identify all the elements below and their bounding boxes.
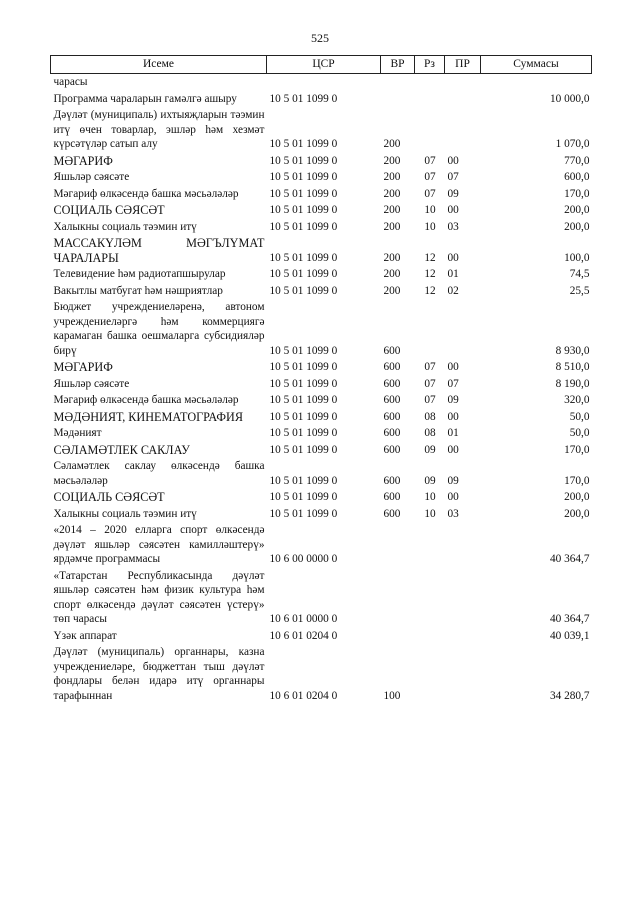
cell-csr xyxy=(267,74,381,91)
cell-vr: 200 xyxy=(383,284,401,297)
table-row xyxy=(51,283,592,300)
cell-rz: 07 xyxy=(424,187,436,200)
table-row xyxy=(51,392,592,409)
cell-pr xyxy=(445,74,481,91)
cell-sum: 770,0 xyxy=(564,154,590,167)
table-row xyxy=(51,169,592,186)
cell-csr: 10 5 01 1099 0 xyxy=(269,427,338,439)
cell-pr: 03 xyxy=(447,507,459,520)
cell-vr: 600 xyxy=(383,427,401,439)
cell-rz xyxy=(415,522,445,568)
cell-rz: 12 xyxy=(424,268,436,280)
cell-csr: 10 5 01 1099 0 xyxy=(269,394,338,406)
cell-rz xyxy=(415,628,445,645)
cell-vr xyxy=(381,628,415,645)
cell-vr: 600 xyxy=(383,443,401,456)
cell-pr: 07 xyxy=(447,171,459,183)
cell-vr xyxy=(381,522,415,568)
cell-pr: 00 xyxy=(447,204,459,216)
cell-rz: 09 xyxy=(424,443,436,456)
cell-rz: 08 xyxy=(424,410,436,423)
header-rz: Рз xyxy=(415,56,445,74)
cell-sum: 40 039,1 xyxy=(549,629,590,642)
cell-rz: 08 xyxy=(424,427,436,439)
table-row xyxy=(51,409,592,426)
cell-name: Сәламәтлек саклау өлкәсендә башка мәсьәләләр xyxy=(53,460,265,487)
cell-name: «Татарстан Республикасында дәүләт яшьләр сәясәтен һәм физик культура һәм спорт өлкәсендә дәүләт сәясәтен үстерү» төп чарасы xyxy=(53,569,265,625)
cell-pr: 09 xyxy=(447,187,459,200)
cell-csr: 10 5 01 1099 0 xyxy=(269,507,338,520)
cell-rz xyxy=(415,299,445,359)
header-pr: ПР xyxy=(445,56,481,74)
cell-vr: 200 xyxy=(383,187,401,200)
cell-sum: 34 280,7 xyxy=(549,689,590,702)
cell-sum: 8 190,0 xyxy=(555,377,590,390)
cell-sum: 600,0 xyxy=(564,171,590,183)
cell-rz: 07 xyxy=(424,377,436,390)
cell-name: МӘГАРИФ xyxy=(53,153,113,168)
table-row xyxy=(51,359,592,376)
cell-csr: 10 5 01 1099 0 xyxy=(269,361,338,373)
cell-csr: 10 5 01 1099 0 xyxy=(269,138,338,150)
cell-csr: 10 5 01 1099 0 xyxy=(269,92,338,105)
cell-name: Мәгариф өлкәсендә башка мәсьәләләр xyxy=(53,394,239,406)
cell-name: СОЦИАЛЬ СӘЯСӘТ xyxy=(53,203,165,217)
cell-name: Программа чараларын гамәлгә ашыру xyxy=(53,92,237,105)
cell-vr: 100 xyxy=(383,689,401,702)
table-row xyxy=(51,235,592,266)
cell-sum: 320,0 xyxy=(564,394,590,406)
cell-pr xyxy=(445,628,481,645)
cell-sum: 50,0 xyxy=(569,427,590,439)
cell-csr: 10 6 01 0204 0 xyxy=(269,629,338,642)
cell-sum: 40 364,7 xyxy=(549,553,590,565)
cell-rz: 10 xyxy=(424,204,436,216)
cell-vr: 200 xyxy=(383,154,401,167)
cell-name: Үзәк аппарат xyxy=(53,629,117,642)
cell-csr: 10 5 01 1099 0 xyxy=(269,410,338,423)
cell-name: МАССАКҮЛӘМ МӘГЪЛҮМАТ ЧАРАЛАРЫ xyxy=(53,236,265,265)
cell-csr: 10 5 01 1099 0 xyxy=(269,491,338,503)
cell-vr: 600 xyxy=(383,491,401,503)
cell-sum: 200,0 xyxy=(564,220,590,233)
cell-vr xyxy=(381,91,415,108)
cell-vr: 600 xyxy=(383,410,401,423)
table-row xyxy=(51,153,592,170)
cell-name: Мәдәният xyxy=(53,427,102,439)
cell-csr: 10 5 01 1099 0 xyxy=(269,220,338,233)
table-header-row xyxy=(51,56,592,74)
cell-vr: 200 xyxy=(383,251,401,264)
table-row xyxy=(51,186,592,203)
cell-sum: 1 070,0 xyxy=(555,138,590,150)
cell-csr: 10 6 01 0000 0 xyxy=(269,613,338,625)
cell-vr: 600 xyxy=(383,344,401,357)
cell-pr: 01 xyxy=(447,427,459,439)
cell-name: чарасы xyxy=(53,76,88,88)
table-row xyxy=(51,107,592,153)
cell-pr: 09 xyxy=(447,474,459,487)
cell-pr xyxy=(445,522,481,568)
cell-pr: 00 xyxy=(447,410,459,423)
cell-rz: 10 xyxy=(424,507,436,520)
cell-sum: 10 000,0 xyxy=(549,92,590,105)
budget-table xyxy=(50,55,592,704)
cell-pr: 07 xyxy=(447,377,459,390)
cell-vr xyxy=(381,74,415,91)
table-row xyxy=(51,376,592,393)
table-row xyxy=(51,74,592,91)
cell-name: МӘГАРИФ xyxy=(53,360,113,374)
cell-rz xyxy=(415,644,445,704)
cell-csr: 10 5 01 1099 0 xyxy=(269,344,338,357)
cell-pr: 00 xyxy=(447,361,459,373)
header-sum: Суммасы xyxy=(481,56,592,74)
header-name: Исеме xyxy=(51,56,267,74)
cell-name: Вакытлы матбугат һәм нәшриятлар xyxy=(53,284,223,297)
cell-name: Халыкны социаль тәэмин итү xyxy=(53,507,197,520)
header-vr: ВР xyxy=(381,56,415,74)
cell-sum: 170,0 xyxy=(564,474,590,487)
cell-pr xyxy=(445,299,481,359)
cell-sum: 8 510,0 xyxy=(555,361,590,373)
cell-sum: 74,5 xyxy=(569,268,590,280)
cell-pr: 09 xyxy=(447,394,459,406)
cell-vr: 600 xyxy=(383,474,401,487)
cell-name: Бюджет учреждениеләренә, автоном учреждениеләргә һәм коммерциягә карамаган башка оешмаларга субсидияләр бирү xyxy=(53,301,265,357)
cell-csr: 10 5 01 1099 0 xyxy=(269,377,338,390)
table-row xyxy=(51,219,592,236)
cell-vr: 200 xyxy=(383,220,401,233)
cell-sum: 200,0 xyxy=(564,204,590,216)
cell-csr: 10 5 01 1099 0 xyxy=(269,204,338,216)
cell-sum: 200,0 xyxy=(564,491,590,503)
cell-vr xyxy=(381,568,415,628)
cell-pr: 00 xyxy=(447,154,459,167)
cell-rz xyxy=(415,107,445,153)
cell-rz: 10 xyxy=(424,220,436,233)
cell-pr: 00 xyxy=(447,443,459,456)
cell-vr: 200 xyxy=(383,268,401,280)
cell-csr: 10 5 01 1099 0 xyxy=(269,171,338,183)
table-row xyxy=(51,568,592,628)
cell-pr: 02 xyxy=(447,284,459,297)
cell-csr: 10 5 01 1099 0 xyxy=(269,268,338,280)
cell-vr: 600 xyxy=(383,361,401,373)
table-row xyxy=(51,644,592,704)
cell-rz xyxy=(415,91,445,108)
cell-pr: 00 xyxy=(447,251,459,264)
table-row xyxy=(51,442,592,459)
page-number: 525 xyxy=(311,31,329,45)
cell-pr: 03 xyxy=(447,220,459,233)
table-row xyxy=(51,91,592,108)
cell-vr: 600 xyxy=(383,507,401,520)
cell-name: Мәгариф өлкәсендә башка мәсьәләләр xyxy=(53,187,239,200)
table-row xyxy=(51,266,592,283)
cell-rz: 07 xyxy=(424,394,436,406)
cell-pr xyxy=(445,107,481,153)
cell-rz: 07 xyxy=(424,361,436,373)
cell-vr: 600 xyxy=(383,377,401,390)
cell-rz: 12 xyxy=(424,284,436,297)
cell-name: Дәүләт (муниципаль) ихтыяҗларын тәэмин итү өчен товарлар, эшләр һәм хезмәт күрсәтүләр сатып алу xyxy=(53,109,265,150)
cell-pr xyxy=(445,91,481,108)
table-row xyxy=(51,506,592,523)
cell-pr xyxy=(445,644,481,704)
cell-csr: 10 6 01 0204 0 xyxy=(269,689,338,702)
cell-name: СОЦИАЛЬ СӘЯСӘТ xyxy=(53,490,165,504)
table-row xyxy=(51,628,592,645)
cell-rz: 07 xyxy=(424,171,436,183)
cell-rz: 09 xyxy=(424,474,436,487)
table-row xyxy=(51,425,592,442)
cell-csr: 10 5 01 1099 0 xyxy=(269,443,338,456)
cell-pr xyxy=(445,568,481,628)
cell-pr: 01 xyxy=(447,268,459,280)
cell-sum: 200,0 xyxy=(564,507,590,520)
cell-sum: 25,5 xyxy=(569,284,590,297)
table-row xyxy=(51,202,592,219)
cell-csr: 10 5 01 1099 0 xyxy=(269,474,338,487)
cell-sum: 170,0 xyxy=(564,187,590,200)
cell-csr: 10 5 01 1099 0 xyxy=(269,187,338,200)
cell-rz: 10 xyxy=(424,491,436,503)
cell-name: Телевидение һәм радиотапшырулар xyxy=(53,268,226,280)
cell-name: Яшьләр сәясәте xyxy=(53,377,130,390)
cell-rz xyxy=(415,568,445,628)
cell-vr: 200 xyxy=(383,204,401,216)
cell-sum xyxy=(481,74,592,91)
cell-csr: 10 5 01 1099 0 xyxy=(269,154,338,167)
cell-name: Дәүләт (муниципаль) органнары, казна учреждениеләре, бюджеттан тыш дәүләт фондлары белән идарә итү органнары тарафыннан xyxy=(53,646,265,702)
cell-csr: 10 6 00 0000 0 xyxy=(269,553,338,565)
cell-vr: 200 xyxy=(383,138,401,150)
cell-csr: 10 5 01 1099 0 xyxy=(269,284,338,297)
cell-sum: 100,0 xyxy=(564,251,590,264)
cell-rz: 07 xyxy=(424,154,436,167)
cell-name: «2014 – 2020 елларга спорт өлкәсендә дәүләт яшьләр сәясәтен камилләштерү» ярдәмче программасы xyxy=(53,524,265,565)
table-row xyxy=(51,299,592,359)
cell-sum: 40 364,7 xyxy=(549,613,590,625)
header-csr: ЦСР xyxy=(267,56,381,74)
cell-vr: 600 xyxy=(383,394,401,406)
cell-pr: 00 xyxy=(447,491,459,503)
table-row xyxy=(51,489,592,506)
table-row xyxy=(51,458,592,489)
cell-rz: 12 xyxy=(424,251,436,264)
cell-name: Халыкны социаль тәэмин итү xyxy=(53,220,197,233)
cell-sum: 50,0 xyxy=(569,410,590,423)
cell-name: СӘЛАМӘТЛЕК САКЛАУ xyxy=(53,442,190,457)
table-body xyxy=(51,74,592,705)
cell-sum: 8 930,0 xyxy=(555,344,590,357)
cell-name: Яшьләр сәясәте xyxy=(53,171,130,183)
cell-csr: 10 5 01 1099 0 xyxy=(269,251,338,264)
cell-vr: 200 xyxy=(383,171,401,183)
cell-rz xyxy=(415,74,445,91)
cell-sum: 170,0 xyxy=(564,443,590,456)
table-row xyxy=(51,522,592,568)
cell-name: МӘДӘНИЯТ, КИНЕМАТОГРАФИЯ xyxy=(53,409,243,424)
